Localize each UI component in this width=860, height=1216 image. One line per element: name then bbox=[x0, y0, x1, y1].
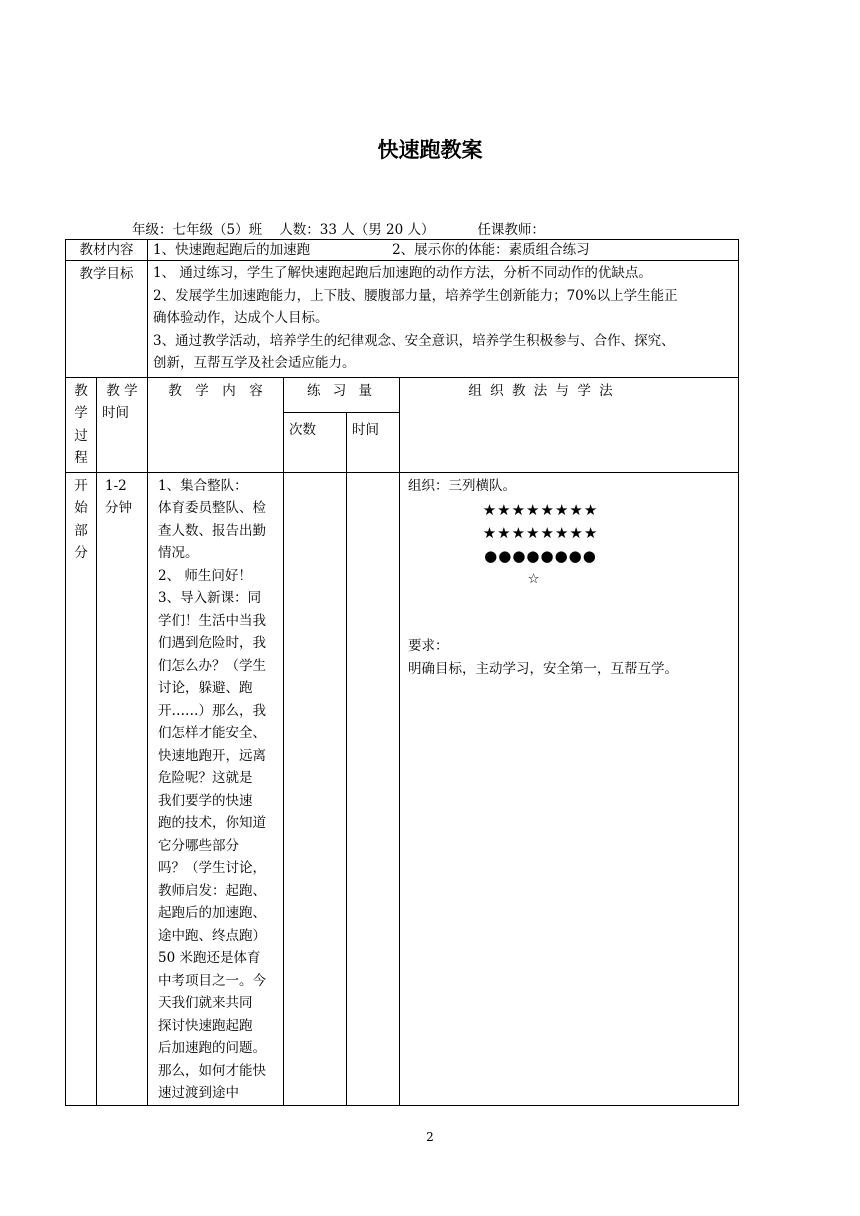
section-char-4: 分 bbox=[74, 545, 88, 561]
student-row-2: ★★★★★★★★ bbox=[482, 524, 599, 542]
material-item-1: 1、快速跑起跑后的加速跑 bbox=[153, 242, 311, 258]
goals-content bbox=[148, 261, 739, 378]
content-line: 们遇到危险时，我 bbox=[158, 635, 266, 651]
start-count bbox=[284, 472, 347, 1105]
content-line: 查人数、报告出勤 bbox=[158, 522, 266, 539]
method-header bbox=[400, 377, 739, 472]
content-line: 学们！生活中当我 bbox=[158, 612, 266, 629]
start-time bbox=[97, 472, 148, 1105]
content-line: 2、 师生问好！ bbox=[158, 567, 252, 584]
practice-header: 练 习 量 bbox=[284, 377, 400, 413]
content-line: 那么，如何才能快 bbox=[158, 1062, 266, 1079]
student-row-1: ★★★★★★★★ bbox=[482, 501, 599, 519]
content-line: 天我们就来共同 bbox=[158, 995, 253, 1011]
content-line: 起跑后的加速跑、 bbox=[158, 905, 266, 921]
goal-line-5: 创新，互帮互学及社会适应能力。 bbox=[153, 355, 356, 371]
process-char-4: 程 bbox=[74, 450, 88, 466]
process-char-3: 过 bbox=[74, 427, 88, 444]
start-method bbox=[400, 472, 739, 1105]
process-char-1: 教 bbox=[74, 382, 88, 399]
content-line: 危险呢？这就是 bbox=[158, 770, 253, 786]
time-header-line-2: 时间 bbox=[102, 405, 129, 421]
header-row-1 bbox=[66, 377, 739, 413]
content-line: 探讨快速跑起跑 bbox=[158, 1017, 253, 1034]
requirements-label: 要求： bbox=[408, 638, 449, 654]
content-line: 速过渡到途中 bbox=[158, 1085, 239, 1101]
process-header bbox=[66, 377, 97, 472]
page-number: 2 bbox=[426, 1130, 434, 1144]
content-line: 我们要学的快速 bbox=[158, 792, 253, 809]
content-line: 1、集合整队： bbox=[158, 477, 248, 494]
content-line: 讨论，躲避、跑 bbox=[158, 680, 253, 696]
process-char-2: 学 bbox=[74, 405, 88, 421]
goal-line-2: 2、发展学生加速跑能力，上下肢、腰腹部力量，培养学生创新能力；70%以上学生能正 bbox=[153, 287, 678, 304]
student-row-3: ●●●●●●●● bbox=[484, 547, 597, 565]
time-header-line-1: 教 学 bbox=[106, 382, 138, 399]
document-title: 快速跑教案 bbox=[377, 138, 483, 162]
goal-line-3: 确体验动作，达成个人目标。 bbox=[153, 310, 329, 326]
goals-row bbox=[66, 261, 739, 378]
material-row bbox=[66, 240, 739, 261]
content-line: 们怎样才能安全、 bbox=[158, 725, 266, 741]
content-line: 吗？（学生讨论， bbox=[158, 860, 266, 876]
organization-label: 组织：三列横队。 bbox=[408, 477, 516, 494]
goals-label: 教学目标 bbox=[66, 261, 148, 378]
material-content bbox=[148, 240, 739, 261]
start-section-label bbox=[66, 472, 97, 1105]
content-line: 中考项目之一。今 bbox=[158, 972, 266, 989]
content-line: 跑的技术，你知道 bbox=[158, 815, 266, 831]
content-line: 50 米跑还是体育 bbox=[158, 950, 261, 966]
start-part-row bbox=[66, 472, 739, 1105]
class-info-line: 年级：七年级（5）班 人数：33 人（男 20 人） 任课教师： bbox=[132, 222, 545, 238]
content-line: 开……）那么，我 bbox=[158, 702, 266, 719]
teacher-position-icon: ☆ bbox=[527, 571, 540, 587]
goal-line-4: 3、通过教学活动，培养学生的纪律观念、安全意识，培养学生积极参与、合作、探究、 bbox=[153, 332, 675, 349]
content-line: 快速地跑开，远离 bbox=[158, 747, 266, 764]
start-time-value: 1-2 bbox=[105, 477, 127, 494]
time-header bbox=[97, 377, 148, 472]
start-time-unit: 分钟 bbox=[105, 500, 132, 516]
section-char-1: 开 bbox=[74, 477, 88, 494]
content-line: 教师启发：起跑、 bbox=[158, 882, 266, 899]
content-line: 们怎么办？（学生 bbox=[158, 657, 266, 674]
section-char-3: 部 bbox=[74, 522, 88, 539]
content-line: 3、导入新课：同 bbox=[158, 590, 262, 606]
start-duration bbox=[347, 472, 400, 1105]
goal-line-1: 1、 通过练习，学生了解快速跑起跑后加速跑的动作方法，分析不同动作的优缺点。 bbox=[153, 265, 652, 281]
material-item-2: 2、展示你的体能：素质组合练习 bbox=[392, 242, 590, 258]
content-line: 途中跑、终点跑） bbox=[158, 927, 266, 944]
material-label: 教材内容 bbox=[66, 240, 148, 261]
section-char-2: 始 bbox=[74, 500, 88, 516]
formation-diagram bbox=[408, 499, 733, 591]
lesson-plan-table bbox=[65, 239, 739, 1106]
content-line: 体育委员整队、检 bbox=[158, 500, 266, 516]
content-line: 它分哪些部分 bbox=[158, 837, 239, 854]
count-header: 次数 bbox=[284, 413, 347, 472]
method-header-text: 组 织 教 法 与 学 法 bbox=[468, 382, 615, 399]
start-content bbox=[148, 472, 284, 1105]
content-line: 后加速跑的问题。 bbox=[158, 1040, 266, 1056]
requirements-text: 明确目标，主动学习，安全第一，互帮互学。 bbox=[408, 660, 678, 677]
duration-header: 时间 bbox=[347, 413, 400, 472]
content-line: 情况。 bbox=[158, 545, 199, 561]
content-header: 教 学 内 容 bbox=[148, 377, 284, 472]
